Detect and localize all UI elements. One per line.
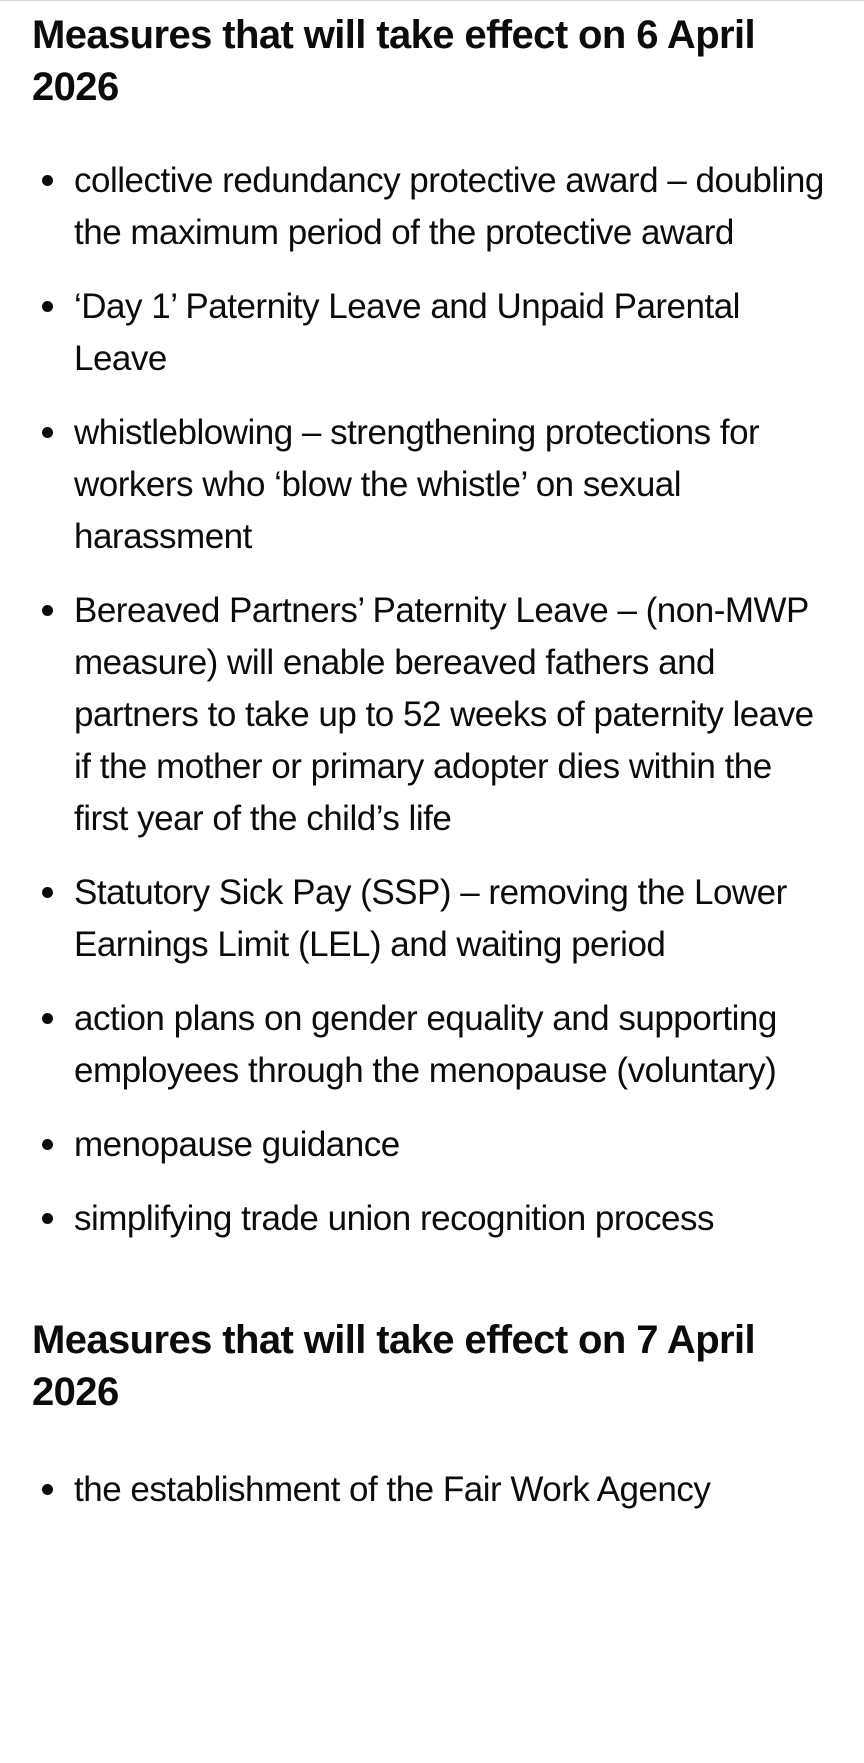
list-item <box>32 993 832 1097</box>
list-item-text: the establishment of the Fair Work Agency <box>74 1470 711 1509</box>
bullet-icon <box>42 1013 53 1024</box>
bullet-icon <box>42 301 53 312</box>
list-item-text: ‘Day 1’ Paternity Leave and Unpaid Parental Leave <box>74 287 740 378</box>
bullet-icon <box>42 1484 53 1495</box>
list-item <box>32 867 832 971</box>
section-heading: Measures that will take effect on 7 April 2026 <box>32 1318 756 1414</box>
bullet-icon <box>42 887 53 898</box>
list-item <box>32 155 832 259</box>
list-item-text: menopause guidance <box>74 1125 400 1164</box>
list-item-text: whistleblowing – strengthening protections for workers who ‘blow the whistle’ on sexual harassment <box>74 413 760 556</box>
list-item-text: collective redundancy protective award – doubling the maximum period of the protective award <box>74 161 824 252</box>
bullet-icon <box>42 1213 53 1224</box>
list-item-text: simplifying trade union recognition process <box>74 1199 714 1238</box>
bullet-icon <box>42 1139 53 1150</box>
list-item-text: action plans on gender equality and supporting employees through the menopause (voluntary) <box>74 999 777 1090</box>
main-content <box>32 0 832 1538</box>
list-item <box>32 585 832 845</box>
bullet-list <box>32 155 832 1245</box>
bullet-icon <box>42 427 53 438</box>
list-item-text: Statutory Sick Pay (SSP) – removing the Lower Earnings Limit (LEL) and waiting period <box>74 873 787 964</box>
list-item <box>32 1464 832 1516</box>
bullet-icon <box>42 605 53 616</box>
list-item <box>32 407 832 563</box>
list-item-text: Bereaved Partners’ Paternity Leave – (non-MWP measure) will enable bereaved fathers and partners to take up to 52 weeks of paternity leave if the mother or primary adopter dies within the first year of the child’s life <box>74 591 814 838</box>
list-item <box>32 281 832 385</box>
list-item <box>32 1193 832 1245</box>
bullet-icon <box>42 175 53 186</box>
list-item <box>32 1119 832 1171</box>
section-heading: Measures that will take effect on 6 April 2026 <box>32 13 756 109</box>
bullet-list <box>32 1464 832 1516</box>
